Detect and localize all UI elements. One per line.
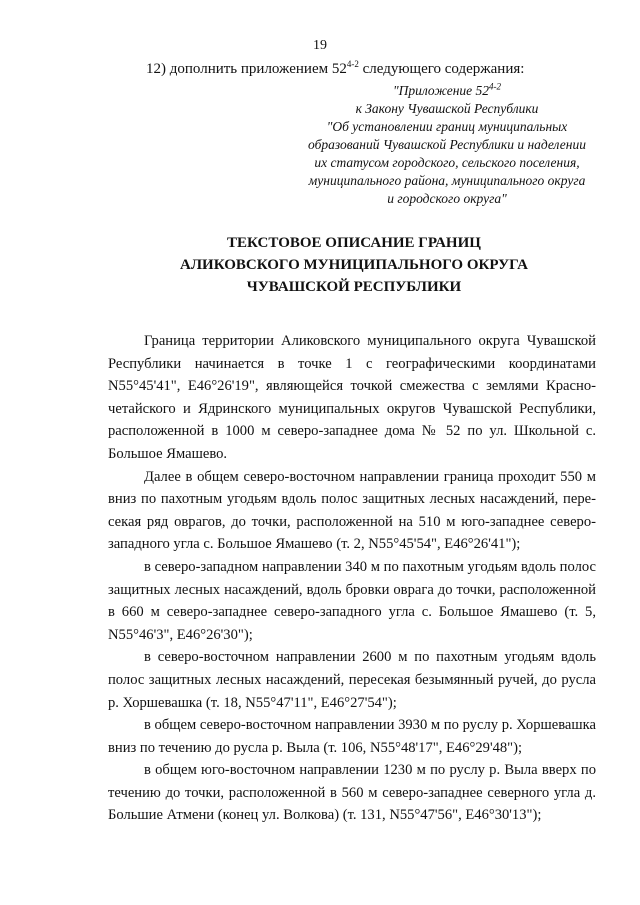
heading-line: ЧУВАШСКОЙ РЕСПУБЛИКИ: [246, 279, 462, 295]
amendment-intro-suffix: следующего содержания:: [358, 61, 525, 77]
appendix-title-prefix: "Приложение 52: [392, 83, 490, 98]
appendix-line: образований Чувашской Республики и наделении: [308, 137, 586, 152]
amendment-intro-superscript: 4-2: [346, 59, 359, 69]
appendix-line: муниципального района, муниципального округа: [308, 173, 586, 188]
page-number: 19: [313, 38, 327, 53]
paragraph: в северо-западном направлении 340 м по пахотным угодьям вдоль полос защитных лесных насаждений, вдоль бровки оврага до точки, расположенной в 660 м северо-западнее северо-западного угла с. Большое Ямашево (т. 5, N55°46'3", E46°26'30");: [108, 558, 596, 643]
amendment-intro-prefix: 12) дополнить приложением 52: [146, 61, 347, 77]
appendix-reference: [280, 82, 614, 208]
paragraph: в общем северо-восточном направлении 3930 м по руслу р. Хоршевашка вниз по течению до русла р. Выла (т. 106, N55°48'17", E46°29'48");: [108, 717, 596, 756]
amendment-intro: [146, 61, 524, 78]
appendix-line: "Об установлении границ муниципальных: [326, 119, 568, 134]
boundary-description: [108, 330, 596, 827]
document-heading: [0, 232, 640, 298]
appendix-line: и городского округа": [387, 191, 507, 206]
appendix-line: к Закону Чувашской Республики: [355, 101, 539, 116]
paragraph: Далее в общем северо-восточном направлении граница проходит 550 м вниз по пахотным угодьям вдоль полос защитных лесных насаждений, пересекая ряд оврагов, до точки, расположенной на 510 м юго-западнее северо-западного угла с. Большое Ямашево (т. 2, N55°45'54", E46°26'41");: [108, 468, 596, 553]
heading-line: ТЕКСТОВОЕ ОПИСАНИЕ ГРАНИЦ: [227, 235, 481, 251]
paragraph: в северо-восточном направлении 2600 м по пахотным угодьям вдоль полос защитных лесных насаждений, пересекая безымянный ручей, до русла р. Хоршевашка (т. 18, N55°47'11", E46°27'54");: [108, 649, 596, 711]
paragraph: в общем юго-восточном направлении 1230 м по руслу р. Выла вверх по течению до точки, расположенной в 560 м северо-западнее северного угла д. Большие Атмени (конец ул. Волкова) (т. 131, N55°47'56", E46°30'13");: [108, 762, 596, 824]
appendix-line: их статусом городского, сельского поселения,: [314, 155, 580, 170]
heading-line: АЛИКОВСКОГО МУНИЦИПАЛЬНОГО ОКРУГА: [180, 257, 528, 273]
appendix-line-title: [280, 82, 614, 100]
paragraph: Граница территории Аликовского муниципального округа Чувашской Республики начинается в точке 1 с географическими координатами N55°45'41", E46°26'19", являющейся точкой смежества с землями Красночетайского и Ядринского муниципальных округов Чувашской Республики, расположенной в 1000 м северо-западнее дома № 52 по ул. Школьной с. Большое Ямашево.: [108, 333, 596, 462]
appendix-title-superscript: 4-2: [489, 81, 502, 92]
